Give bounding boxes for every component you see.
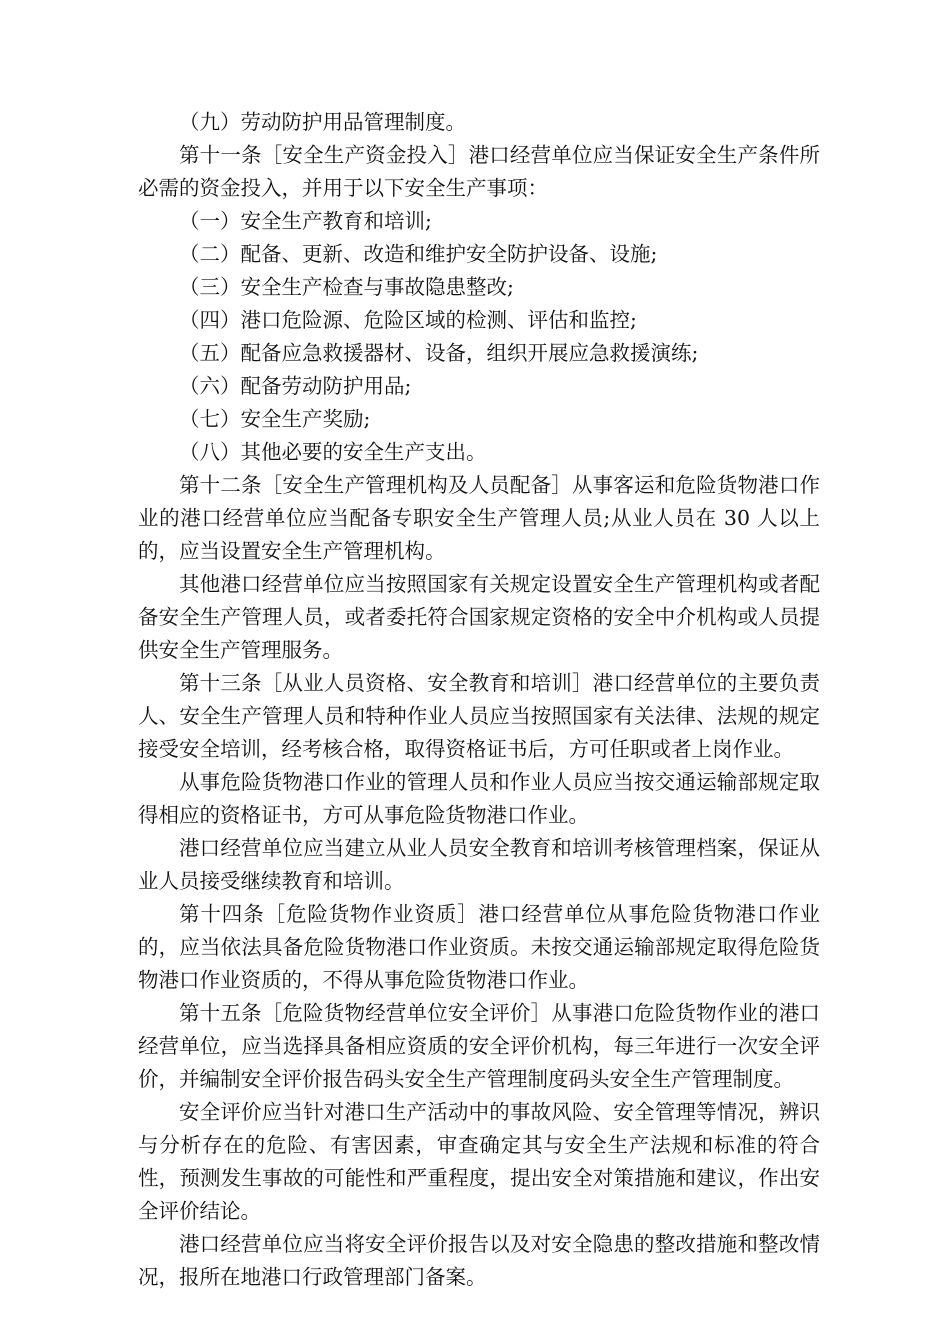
paragraph-item-9-ppe-system: （九）劳动防护用品管理制度。 bbox=[179, 110, 466, 134]
paragraph-article-14: 第十四条［危险货物作业资质］港口经营单位从事危险货物港口作业的，应当依法具备危险货物港口作业资质。未按交通运输部规定取得危险货物港口作业资质的，不得从事危险货物港口作业。 bbox=[138, 902, 820, 992]
paragraph-item-6: （六）配备劳动防护用品; bbox=[179, 374, 412, 398]
paragraph-article-15-evaluation-scope: 安全评价应当针对港口生产活动中的事故风险、安全管理等情况，辨识与分析存在的危险、有害因素，审查确定其与安全生产法规和标准的符合性，预测发生事故的可能性和严重程度，提出安全对策措施和建议，作出安全评价结论。 bbox=[138, 1100, 820, 1223]
paragraph-item-5: （五）配备应急救援器材、设备，组织开展应急救援演练; bbox=[179, 341, 699, 365]
paragraph-article-15-filing: 港口经营单位应当将安全评价报告以及对安全隐患的整改措施和整改情况，报所在地港口行政管理部门备案。 bbox=[138, 1232, 820, 1289]
paragraph-article-11: 第十一条［安全生产资金投入］港口经营单位应当保证安全生产条件所必需的资金投入，并用于以下安全生产事项： bbox=[138, 143, 820, 200]
paragraph-article-13-dangerous-goods: 从事危险货物港口作业的管理人员和作业人员应当按交通运输部规定取得相应的资格证书，方可从事危险货物港口作业。 bbox=[138, 770, 820, 827]
paragraph-article-15: 第十五条［危险货物经营单位安全评价］从事港口危险货物作业的港口经营单位，应当选择具备相应资质的安全评价机构，每三年进行一次安全评价，并编制安全评价报告码头安全生产管理制度码头安全生产管理制度。 bbox=[138, 1001, 820, 1091]
paragraph-article-13: 第十三条［从业人员资格、安全教育和培训］港口经营单位的主要负责人、安全生产管理人员和特种作业人员应当按照国家有关法律、法规的规定接受安全培训，经考核合格，取得资格证书后，方可任职或者上岗作业。 bbox=[138, 671, 820, 761]
paragraph-article-13-training-records: 港口经营单位应当建立从业人员安全教育和培训考核管理档案，保证从业人员接受继续教育和培训。 bbox=[138, 836, 820, 893]
paragraph-article-12-other-units: 其他港口经营单位应当按照国家有关规定设置安全生产管理机构或者配备安全生产管理人员，或者委托符合国家规定资格的安全中介机构或人员提供安全生产管理服务。 bbox=[138, 572, 820, 662]
paragraph-item-1: （一）安全生产教育和培训; bbox=[179, 209, 432, 233]
paragraph-item-4: （四）港口危险源、危险区域的检测、评估和监控; bbox=[179, 308, 637, 332]
paragraph-article-12: 第十二条［安全生产管理机构及人员配备］从事客运和危险货物港口作业的港口经营单位应当配备专职安全生产管理人员;从业人员在 30 人以上的，应当设置安全生产管理机构。 bbox=[138, 473, 820, 563]
document-page bbox=[138, 106, 820, 1294]
paragraph-item-8: （八）其他必要的安全生产支出。 bbox=[179, 440, 487, 464]
paragraph-item-7: （七）安全生产奖励; bbox=[179, 407, 371, 431]
paragraph-item-2: （二）配备、更新、改造和维护安全防护设备、设施; bbox=[179, 242, 658, 266]
paragraph-item-3: （三）安全生产检查与事故隐患整改; bbox=[179, 275, 514, 299]
